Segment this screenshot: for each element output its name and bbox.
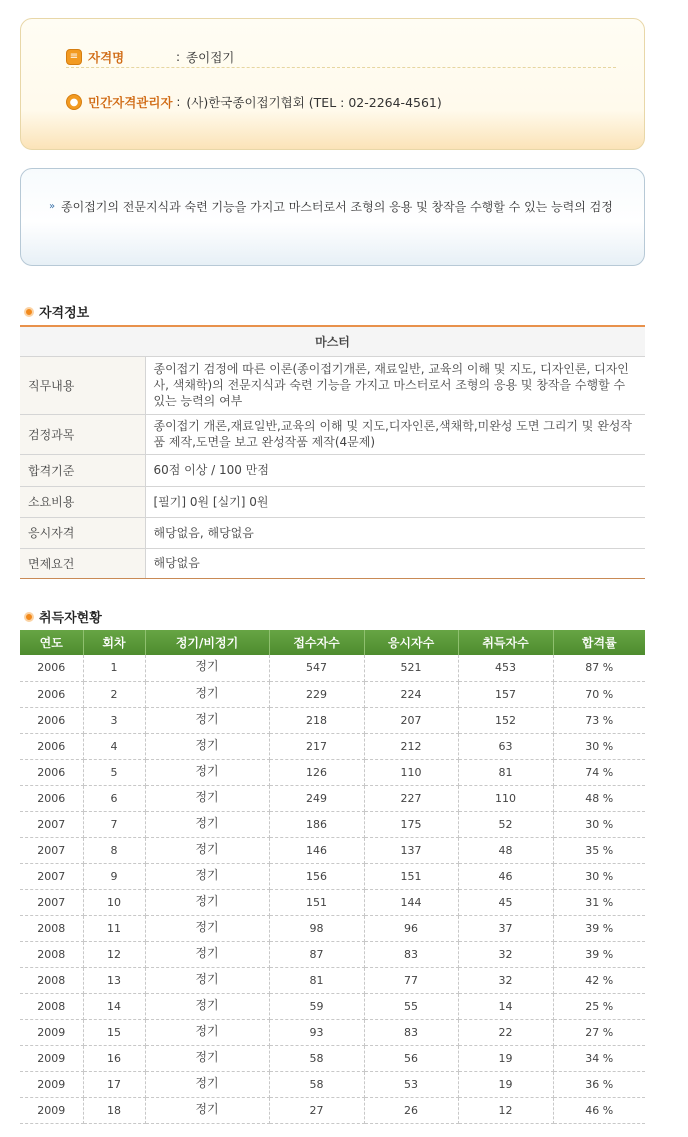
info-value: 해당없음, 해당없음	[145, 517, 645, 548]
table-cell: 8	[83, 837, 145, 863]
info-row	[20, 414, 645, 454]
colon: :	[176, 49, 181, 64]
bullet-icon	[24, 307, 34, 317]
table-row	[20, 941, 645, 967]
info-header: 마스터	[20, 326, 645, 356]
table-cell: 정기	[145, 967, 269, 993]
table-cell: 39 %	[553, 915, 645, 941]
description-box	[20, 168, 645, 266]
table-cell: 정기	[145, 941, 269, 967]
table-cell: 151	[269, 889, 364, 915]
table-cell: 27 %	[553, 1019, 645, 1045]
table-cell: 18	[83, 1097, 145, 1123]
table-cell: 2006	[20, 733, 83, 759]
table-cell: 19	[458, 1045, 553, 1071]
table-cell: 정기	[145, 681, 269, 707]
table-cell: 30 %	[553, 811, 645, 837]
certificate-name-row	[66, 46, 616, 68]
table-cell: 정기	[145, 655, 269, 681]
table-cell: 30 %	[553, 733, 645, 759]
info-row	[20, 454, 645, 486]
table-row	[20, 707, 645, 733]
table-cell: 정기	[145, 1097, 269, 1123]
table-cell: 35 %	[553, 837, 645, 863]
table-cell: 13	[83, 967, 145, 993]
table-row	[20, 681, 645, 707]
table-row	[20, 993, 645, 1019]
table-cell: 70 %	[553, 681, 645, 707]
table-cell: 59	[269, 993, 364, 1019]
table-cell: 정기	[145, 915, 269, 941]
table-cell: 453	[458, 655, 553, 681]
stats-column-header: 합격률	[553, 630, 645, 655]
table-cell: 547	[269, 655, 364, 681]
table-cell: 157	[458, 681, 553, 707]
table-cell: 137	[364, 837, 458, 863]
table-cell: 2007	[20, 889, 83, 915]
table-cell: 17	[83, 1071, 145, 1097]
info-header-row	[20, 326, 645, 356]
person-icon: ●	[66, 94, 82, 110]
info-value: [필기] 0원 [실기] 0원	[145, 486, 645, 517]
table-cell: 정기	[145, 837, 269, 863]
table-cell: 152	[458, 707, 553, 733]
table-cell: 110	[364, 759, 458, 785]
table-cell: 77	[364, 967, 458, 993]
table-row	[20, 785, 645, 811]
stats-column-header: 연도	[20, 630, 83, 655]
table-cell: 81	[458, 759, 553, 785]
table-cell: 14	[458, 993, 553, 1019]
table-cell: 207	[364, 707, 458, 733]
info-section-title-text: 자격정보	[39, 306, 90, 321]
info-value: 60점 이상 / 100 만점	[145, 454, 645, 486]
info-row	[20, 517, 645, 548]
info-label: 검정과목	[20, 414, 145, 454]
info-label: 면제요건	[20, 548, 145, 578]
stats-column-header: 정기/비정기	[145, 630, 269, 655]
table-cell: 25 %	[553, 993, 645, 1019]
table-cell: 정기	[145, 811, 269, 837]
table-cell: 58	[269, 1071, 364, 1097]
table-cell: 27	[269, 1097, 364, 1123]
table-cell: 2009	[20, 1019, 83, 1045]
table-cell: 2009	[20, 1097, 83, 1123]
table-row	[20, 655, 645, 681]
table-cell: 2008	[20, 967, 83, 993]
table-row	[20, 1045, 645, 1071]
description-text: 종이접기의 전문지식과 숙련 기능을 가지고 마스터로서 조형의 응용 및 창작을 수행할 수 있는 능력의 검정	[61, 200, 613, 214]
table-cell: 26	[364, 1097, 458, 1123]
table-cell: 521	[364, 655, 458, 681]
table-cell: 11	[83, 915, 145, 941]
table-row	[20, 967, 645, 993]
table-cell: 98	[269, 915, 364, 941]
stats-column-header: 회차	[83, 630, 145, 655]
table-cell: 126	[269, 759, 364, 785]
table-cell: 46	[458, 863, 553, 889]
table-cell: 2	[83, 681, 145, 707]
table-cell: 48 %	[553, 785, 645, 811]
table-cell: 2007	[20, 811, 83, 837]
info-value: 종이접기 개론,재료일반,교육의 이해 및 지도,디자인론,색채학,미완성 도면 그리기 및 완성작품 제작,도면을 보고 완성작품 제작(4문제)	[145, 414, 645, 454]
info-label: 합격기준	[20, 454, 145, 486]
table-cell: 정기	[145, 759, 269, 785]
table-cell: 96	[364, 915, 458, 941]
table-cell: 229	[269, 681, 364, 707]
table-cell: 2006	[20, 707, 83, 733]
table-cell: 55	[364, 993, 458, 1019]
bullet-icon	[24, 612, 34, 622]
info-row	[20, 356, 645, 414]
table-cell: 151	[364, 863, 458, 889]
table-row	[20, 811, 645, 837]
table-cell: 1	[83, 655, 145, 681]
table-cell: 30 %	[553, 863, 645, 889]
stats-section-title-text: 취득자현황	[39, 611, 102, 626]
table-cell: 218	[269, 707, 364, 733]
table-cell: 186	[269, 811, 364, 837]
table-cell: 9	[83, 863, 145, 889]
table-cell: 6	[83, 785, 145, 811]
table-cell: 2007	[20, 863, 83, 889]
table-cell: 2007	[20, 837, 83, 863]
table-cell: 73 %	[553, 707, 645, 733]
table-row	[20, 863, 645, 889]
table-cell: 48	[458, 837, 553, 863]
certificate-manager-value: (사)한국종이접기협회 (TEL : 02-2264-4561)	[186, 95, 442, 110]
table-cell: 2006	[20, 785, 83, 811]
table-cell: 81	[269, 967, 364, 993]
table-cell: 2006	[20, 759, 83, 785]
certificate-name-value: 종이접기	[186, 49, 235, 65]
table-cell: 63	[458, 733, 553, 759]
table-cell: 56	[364, 1045, 458, 1071]
table-cell: 34 %	[553, 1045, 645, 1071]
info-label: 응시자격	[20, 517, 145, 548]
table-cell: 224	[364, 681, 458, 707]
table-cell: 83	[364, 941, 458, 967]
table-cell: 45	[458, 889, 553, 915]
table-cell: 39 %	[553, 941, 645, 967]
table-cell: 3	[83, 707, 145, 733]
info-section-title	[24, 302, 89, 321]
table-cell: 53	[364, 1071, 458, 1097]
table-cell: 12	[83, 941, 145, 967]
table-cell: 정기	[145, 889, 269, 915]
table-cell: 42 %	[553, 967, 645, 993]
info-row	[20, 548, 645, 578]
table-cell: 93	[269, 1019, 364, 1045]
table-cell: 2008	[20, 941, 83, 967]
table-cell: 36 %	[553, 1071, 645, 1097]
table-cell: 87	[269, 941, 364, 967]
table-cell: 16	[83, 1045, 145, 1071]
table-cell: 5	[83, 759, 145, 785]
table-cell: 19	[458, 1071, 553, 1097]
stats-column-header: 접수자수	[269, 630, 364, 655]
table-cell: 46 %	[553, 1097, 645, 1123]
table-cell: 정기	[145, 1071, 269, 1097]
table-cell: 249	[269, 785, 364, 811]
table-cell: 52	[458, 811, 553, 837]
table-cell: 146	[269, 837, 364, 863]
table-cell: 정기	[145, 993, 269, 1019]
info-row	[20, 486, 645, 517]
document-icon: ≡	[66, 49, 82, 65]
table-row	[20, 915, 645, 941]
certificate-manager-row	[66, 91, 616, 113]
table-cell: 175	[364, 811, 458, 837]
table-cell: 14	[83, 993, 145, 1019]
table-cell: 212	[364, 733, 458, 759]
table-row	[20, 1071, 645, 1097]
info-value: 종이접기 검정에 따른 이론(종이접기개론, 재료일반, 교육의 이해 및 지도, 디자인론, 디자인사, 색채학)의 전문지식과 숙련 기능을 가지고 마스터로서 조형의 응용 및 창작을 수행할 수 있는 능력의 여부	[145, 356, 645, 414]
table-row	[20, 1019, 645, 1045]
table-cell: 7	[83, 811, 145, 837]
table-cell: 4	[83, 733, 145, 759]
table-cell: 12	[458, 1097, 553, 1123]
table-cell: 87 %	[553, 655, 645, 681]
description-text-wrap	[49, 200, 619, 214]
stats-section-title	[24, 607, 102, 626]
stats-column-header: 취득자수	[458, 630, 553, 655]
table-cell: 정기	[145, 707, 269, 733]
table-cell: 31 %	[553, 889, 645, 915]
table-cell: 58	[269, 1045, 364, 1071]
table-cell: 32	[458, 967, 553, 993]
table-cell: 2008	[20, 993, 83, 1019]
stats-header-row	[20, 630, 645, 655]
table-row	[20, 733, 645, 759]
stats-body	[20, 655, 645, 1123]
table-cell: 2009	[20, 1071, 83, 1097]
table-cell: 74 %	[553, 759, 645, 785]
info-label: 소요비용	[20, 486, 145, 517]
stats-column-header: 응시자수	[364, 630, 458, 655]
table-cell: 83	[364, 1019, 458, 1045]
double-chevron-icon: »	[49, 201, 56, 212]
stats-table	[20, 630, 645, 1124]
table-cell: 정기	[145, 1045, 269, 1071]
table-cell: 37	[458, 915, 553, 941]
table-cell: 2006	[20, 681, 83, 707]
table-row	[20, 759, 645, 785]
table-cell: 정기	[145, 1019, 269, 1045]
table-cell: 정기	[145, 785, 269, 811]
info-table	[20, 325, 645, 579]
table-cell: 2006	[20, 655, 83, 681]
table-row	[20, 889, 645, 915]
table-cell: 22	[458, 1019, 553, 1045]
table-cell: 15	[83, 1019, 145, 1045]
certificate-box	[20, 18, 645, 150]
info-label: 직무내용	[20, 356, 145, 414]
table-cell: 2008	[20, 915, 83, 941]
table-cell: 정기	[145, 733, 269, 759]
table-cell: 110	[458, 785, 553, 811]
table-cell: 정기	[145, 863, 269, 889]
certificate-name-label: 자격명	[88, 49, 125, 65]
colon: :	[172, 95, 181, 109]
table-cell: 2009	[20, 1045, 83, 1071]
table-cell: 217	[269, 733, 364, 759]
info-value: 해당없음	[145, 548, 645, 578]
table-cell: 227	[364, 785, 458, 811]
table-row	[20, 1097, 645, 1123]
table-cell: 144	[364, 889, 458, 915]
certificate-manager-label: 민간자격관리자	[88, 95, 173, 110]
table-cell: 156	[269, 863, 364, 889]
table-cell: 10	[83, 889, 145, 915]
table-row	[20, 837, 645, 863]
table-cell: 32	[458, 941, 553, 967]
